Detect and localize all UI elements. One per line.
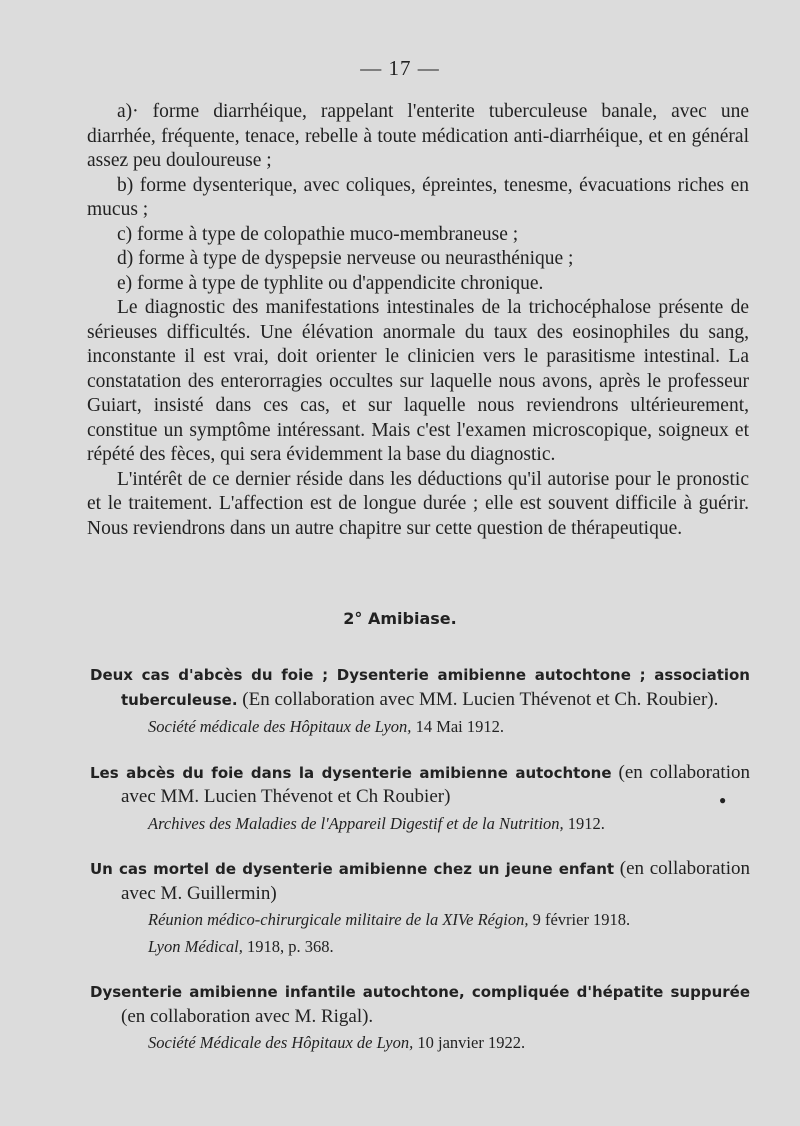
publication-entry: Les abcès du foie dans la dysenterie amibienne autochtone (en collaboration avec MM. Lucien Thévenot et Ch Roubier) ● Archives des Maladies de l'Appareil Digestif et de la Nutrition, 1912. [90, 761, 750, 836]
publication-source [90, 715, 750, 739]
paragraph: c) forme à type de colopathie muco-membraneuse ; [117, 223, 519, 245]
publication-date: 1918, p. 368. [242, 936, 334, 956]
publication-list [90, 663, 750, 1077]
section-heading: 2° Amibiase. [343, 609, 457, 628]
paragraph: a)· forme diarrhéique, rappelant l'enterite tuberculeuse banale, avec une diarrhée, fréquente, tenace, rebelle à toute médication anti-diarrhéique, et en général assez peu douloureuse ; [87, 101, 749, 171]
paragraph: e) forme à type de typhlite ou d'appendicite chronique. [117, 272, 544, 294]
publication-entry [90, 857, 750, 958]
publication-date: 1912. [563, 813, 605, 833]
page-number: — 17 — [360, 56, 440, 80]
paragraph: d) forme à type de dyspepsie nerveuse ou neurasthénique ; [117, 248, 574, 269]
intro-text [87, 100, 749, 541]
publication-details: (en collaboration avec M. Guillermin) [121, 858, 750, 904]
publication-source [90, 1031, 750, 1055]
journal-name: Lyon Médical, [148, 936, 243, 956]
publication-date: 10 janvier 1922. [413, 1033, 526, 1052]
paragraph: Le diagnostic des manifestations intestinales de la trichocéphalose présente de sérieuses difficultés. Une élévation anormale du taux des eosinophiles du sang, inconstante il est vrai, doit orienter le clinicien vers le parasitisme intestinal. La constatation des enterorragies occultes sur laquelle nous avons, après le professeur Guiart, insisté dans ces cas, et sur laquelle nous reviendrons ultérieurement, constitue un symptôme intéressant. Mais c'est l'examen microscopique, soigneux et répété des fèces, qui sera évidemment la base du diagnostic. [87, 297, 749, 465]
publication-source [90, 908, 750, 932]
publication-date: 9 février 1918. [528, 910, 631, 929]
publication-date: 14 Mai 1912. [411, 717, 505, 736]
journal-name: Archives des Maladies de l'Appareil Digestif et de la Nutrition, [148, 813, 564, 833]
publication-title: Les abcès du foie dans la dysenterie amibienne autochtone [90, 763, 612, 782]
journal-name: Société Médicale des Hôpitaux de Lyon, [148, 1033, 414, 1052]
publication-details: (En collaboration avec MM. Lucien Thévenot et Ch. Roubier). [237, 688, 719, 710]
journal-name: Réunion médico-chirurgicale militaire de la XIVe Région, [148, 910, 529, 929]
paragraph: L'intérêt de ce dernier réside dans les déductions qu'il autorise pour le pronostic et le traitement. L'affection est de longue durée ; elle est souvent difficile à guérir. Nous reviendrons dans un autre chapitre sur cette question de thérapeutique. [87, 468, 749, 539]
paragraph: b) forme dysenterique, avec coliques, épreintes, tenesme, évacuations riches en mucus ; [87, 174, 749, 220]
publication-source [90, 935, 750, 959]
publication-title: Un cas mortel de dysenterie amibienne chez un jeune enfant [90, 860, 615, 878]
publication-title: Deux cas d'abcès du foie ; Dysenterie amibienne autochtone ; association tuberculeuse. [90, 666, 750, 709]
publication-source [90, 812, 750, 836]
publication-title: Dysenterie amibienne infantile autochtone, compliquée d'hépatite suppurée [90, 983, 750, 1001]
publication-entry [90, 980, 750, 1055]
publication-details: (en collaboration avec MM. Lucien Thévenot et Ch Roubier) [121, 761, 750, 807]
publication-details: (en collaboration avec M. Rigal). [121, 1005, 374, 1027]
publication-entry [90, 663, 750, 739]
journal-name: Société médicale des Hôpitaux de Lyon, [148, 717, 412, 736]
